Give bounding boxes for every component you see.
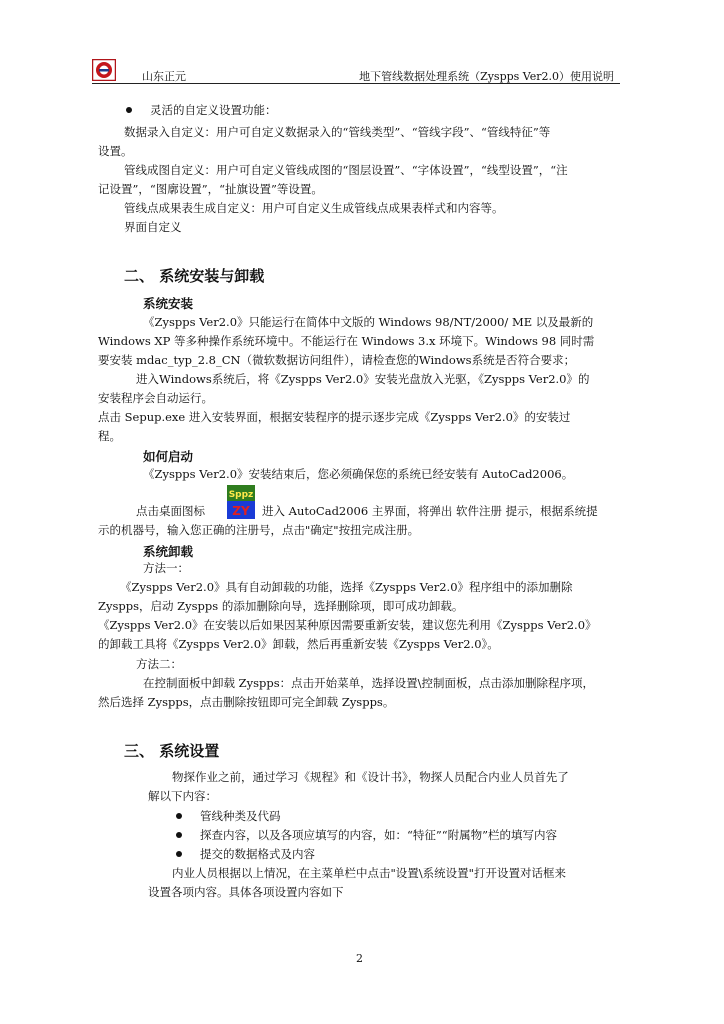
m2-p1b: 然后选择 Zyspps，点击删除按钮即可完全卸载 Zyspps。 <box>98 695 395 709</box>
m1-p1b: Zyspps，启动 Zyspps 的添加删除向导，选择删除项，即可成功卸载。 <box>98 599 464 613</box>
bullet-icon <box>176 832 182 838</box>
bullet-icon <box>176 851 182 857</box>
custom-line3: 管线点成果表生成自定义：用户可自定义生成管线点成果表样式和内容等。 <box>124 201 504 215</box>
s3-bullet-item: 提交的数据格式及内容 <box>200 847 315 861</box>
s3-bullet-item: 探查内容，以及各项应填写的内容，如：“特征”“附属物”栏的填写内容 <box>200 828 558 842</box>
start-title: 如何启动 <box>143 449 194 464</box>
install-p1a: 《Zyspps Ver2.0》只能运行在简体中文版的 Windows 98/NT/2000/ ME 以及最新的 <box>143 315 594 329</box>
method1-label: 方法一： <box>143 561 189 575</box>
custom-line1a: 数据录入自定义：用户可自定义数据录入的“管线类型”、“管线字段”、“管线特征”等 <box>124 125 551 139</box>
install-p3b: 程。 <box>98 429 121 443</box>
section3-heading: 三、 系统设置 <box>124 742 220 760</box>
s3-p1b: 解以下内容： <box>148 789 217 803</box>
start-p1: 《Zyspps Ver2.0》安装结束后，您必须确保您的系统已经安装有 AutoCad2006。 <box>143 467 574 481</box>
m1-p2b: 的卸载工具将《Zyspps Ver2.0》卸载，然后再重新安装《Zyspps Ver2.0》。 <box>98 637 499 651</box>
custom-bullet-title: 灵活的自定义设置功能： <box>150 103 277 117</box>
m1-p1a: 《Zyspps Ver2.0》具有自动卸载的功能，选择《Zyspps Ver2.0》程序组中的添加删除 <box>120 580 573 594</box>
install-p1b: Windows XP 等多种操作系统环境中。不能运行在 Windows 3.x 环境下。Windows 98 同时需 <box>98 334 595 348</box>
s3-bullet-item: 管线种类及代码 <box>200 809 281 823</box>
s3-p2b: 设置各项内容。具体各项设置内容如下 <box>148 885 344 899</box>
install-p1c: 要安装 mdac_typ_2.8_CN（微软数据访问组件），请检查您的Windows系统是否符合要求； <box>98 353 576 367</box>
m1-p2a: 《Zyspps Ver2.0》在安装以后如果因某种原因需要重新安装，建议您先利用《Zyspps Ver2.0》 <box>98 618 597 632</box>
install-title: 系统安装 <box>143 296 194 311</box>
custom-line1b: 设置。 <box>98 144 133 158</box>
section2-heading: 二、 系统安装与卸载 <box>124 267 265 285</box>
custom-line2b: 记设置”，“图廓设置”，“扯旗设置”等设置。 <box>98 182 323 196</box>
m2-p1a: 在控制面板中卸载 Zyspps：点击开始菜单，选择设置\控制面板，点击添加删除程序项， <box>143 676 595 690</box>
method2-label: 方法二： <box>136 657 182 671</box>
install-p2a: 进入Windows系统后，将《Zyspps Ver2.0》安装光盘放入光驱，《Zyspps Ver2.0》的 <box>136 372 590 386</box>
header-rule <box>92 83 620 84</box>
custom-line4: 界面自定义 <box>124 220 182 234</box>
company-logo-icon <box>92 59 116 81</box>
s3-p2a: 内业人员根据以上情况，在主菜单栏中点击"设置\系统设置"打开设置对话框来 <box>172 866 566 880</box>
bullet-icon <box>126 107 132 113</box>
s3-p1a: 物探作业之前，通过学习《规程》和《设计书》，物探人员配合内业人员首先了 <box>172 770 569 784</box>
custom-line2a: 管线成图自定义：用户可自定义管线成图的“图层设置”、“字体设置”，“线型设置”，“注 <box>124 163 568 177</box>
uninstall-title: 系统卸载 <box>143 544 194 559</box>
icon-bottom-text: ZY <box>232 504 250 518</box>
zyspps-desktop-icon <box>227 485 255 519</box>
page-number: 2 <box>356 952 363 965</box>
start-p2a-right: 进入 AutoCad2006 主界面，将弹出 软件注册 提示，根据系统提 <box>262 504 598 518</box>
header-doc-title: 地下管线数据处理系统（Zyspps Ver2.0）使用说明 <box>359 70 614 83</box>
header-company: 山东正元 <box>142 70 186 83</box>
install-p3a: 点击 Sepup.exe 进入安装界面，根据安装程序的提示逐步完成《Zyspps Ver2.0》的安装过 <box>98 410 571 424</box>
start-p2b: 示的机器号，输入您正确的注册号，点击"确定"按扭完成注册。 <box>98 523 420 537</box>
icon-top-text: Sppz <box>228 490 254 500</box>
page-header <box>92 58 620 84</box>
install-p2b: 安装程序会自动运行。 <box>98 391 213 405</box>
bullet-icon <box>176 813 182 819</box>
start-p2a-left: 点击桌面图标 <box>136 504 205 518</box>
